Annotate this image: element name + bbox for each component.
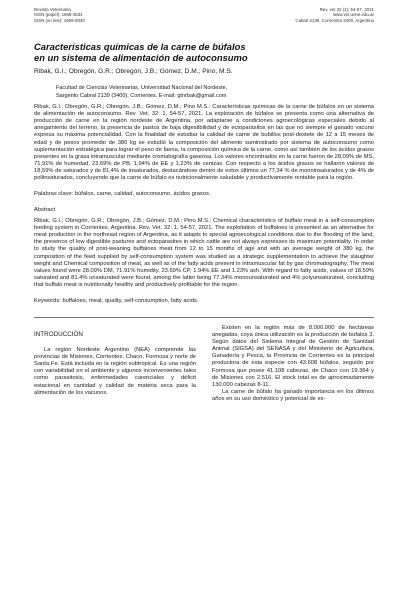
journal-url-link[interactable]: www.vet.unne.edu.ar xyxy=(332,12,374,18)
left-column xyxy=(34,325,196,403)
abstract-section xyxy=(34,218,374,289)
resumen-section xyxy=(34,104,374,182)
intro-paragraph: La región Nordeste Argentino (NEA) comprende las provincias de Misiones, Corrientes, Chaco, Formosa y norte de Santa Fe. Está incluida en la región subtropical. Es una región con variabilidad en el ambiente y algunos inconvenientes tales como parasitosis, enfermedades carenciales y déficit estacional en cantidad y calidad de materia seca para la alimentación de los vacunos. xyxy=(34,347,196,396)
abstract-heading: Abstract xyxy=(34,207,56,214)
article-title: Características químicas de la carne de búfalos en un sistema de alimentación de autoconsumo xyxy=(34,41,248,64)
body-paragraph-1: Existen en la región más de 8.000.000 de hectáreas anegadas, coya única utilización es la producción de búfalos 3. Según datos del Sistema Integral de Gestión de Sanidad Animal (SIGSA) del SENASA y del Ministerio de Agricultura, Ganadería y Pesca, la Provincia de Corrientes es la principal productora de esta especie con 43.608 búfalos, seguido por Formosa que posee 41.108 cabezas, de Chaco con 19.364 y de Misiones con 2.516. El stock total es de aproximadamente 130.000 cabezas 8-11. xyxy=(212,325,374,388)
resumen-text: Ribak, G.I.; Obregón, G.R.; Obregón, J.B.; Gómez, D.M.; Pino M.S.: Características químicas de la carne de búfalos en un sistema de alimentación de autoconsumo. Rev. Vet. 32: 1, 54-57, 2021. La explotación de búfalos se presenta como una alternativa de producción de carne en la región nordeste de Argentina, por adaptarse a condiciones agroecológicas especiales debido al anegamiento del terreno, la presencia de pastos de baja digestibilidad y de ectoparásitos en las que no siempre el ganado vacuno expresa su máxima potencialidad. Con la finalidad de estudiar la calidad de carne de bubillos post-destete de 12 a 15 meses de edad y de pesos promedio de 380 kg se estudió la composición del alimento suministrado por sistema de autoconsumo como suplementación estratégica para lograr el peso de faena, la composición química de la carne, como así también de los ácidos grasos presentes en la grasa intramuscular mediante cromatografía gaseosa. Los valores encontrados en la carne fueron de 28,09% de MS, 71,91% de humedad, 23,69% de PB, 1,94% de EE y 1,23% de cenizas. Con respecto a los ácidos grasos se hallaron valores de 18,59% de saturados y de 81,4% de insaturados, destacándose dentro de estos últimos un 77,34 % de monoinsaturados y de 4% de poliinsaturados, concluyendo que la carne de búfalo es nutricionalmente saludable y productivamente rentable para la región. xyxy=(34,104,374,181)
intro-heading: INTRODUCCIÓN xyxy=(34,331,83,338)
body-columns xyxy=(34,325,374,403)
right-column xyxy=(212,325,374,403)
journal-header-right: Rev. vet 32 (1): 54-57, 2021 www.vet.unne.edu.ar Cabral 2139, Corrientes 3400, Argentina xyxy=(295,7,374,23)
section-divider xyxy=(34,317,374,318)
keywords-en: Keywords: buffaloes, meat, quality, self-consumption, fatty acids. xyxy=(34,298,199,304)
journal-header xyxy=(34,7,374,23)
author-list: Ribak, G.I.; Obregón, G.R.; Obregón, J.B.; Gómez, D.M.; Pino, M.S. xyxy=(34,68,233,76)
abstract-text: Ribak, G.I.; Obregón, G.R.; Obregón, J.B.; Gómez, D.M.; Pino M.S.: Chemical characteristics of buffalo meat in a self-consumption feeding system in Corrientes, Argentina. Rev. Vet. 32: 1, 54-57, 2021. The exploitation of buffaloes is presented as an alternative for meat production in the northeast region of Argentina, as it adapts to special agroecological conditions due to the flooding of the land, the presence of low digestible pastures and ectoparasites in which cattle are not always expresses its maximum potentiality. In order to study the quality of post-weaning buffaloes meat from 12 to 15 months of age and with an average weight of 380 kg, the composition of the feed supplied by self-consumption system was studied as a strategic supplementation to achieve the slaughter weight and Chemical composition of meat, as well as of the fatty acids present in intramuscular fat by gas chromatography. The meat values found were 28.09% DM, 71.91% humidity, 23.69% CP, 1.94% EE and 1.23% ash. With regard to fatty acids, values of 18.59% saturated and 81.4% unsaturated were found, among the latter being 77.34% monounsaturated and 4% polyunsaturated, concluding that buffalo meat is nutritionally healthy and productively profitable for the region. xyxy=(34,218,374,288)
affiliation: Facultad de Ciencias Veterinarias, Universidad Nacional del Nordeste, Sargento Cabral 2139 (3400), Corrientes. E-mail: gtnrbak@gmail.com xyxy=(56,85,228,99)
keywords-es: Palabras clave: búfalos, carne, calidad, autoconsumo, ácidos grasos. xyxy=(34,191,211,198)
body-paragraph-2: La carne de búfalo ha ganado importancia en los últimos años en su uso doméstico y potencial de ex- xyxy=(212,388,374,402)
journal-header-left: Revista Veterinaria ISSN (papel): 1668-4834 ISSN (on line): 1669-6840 xyxy=(34,7,85,23)
